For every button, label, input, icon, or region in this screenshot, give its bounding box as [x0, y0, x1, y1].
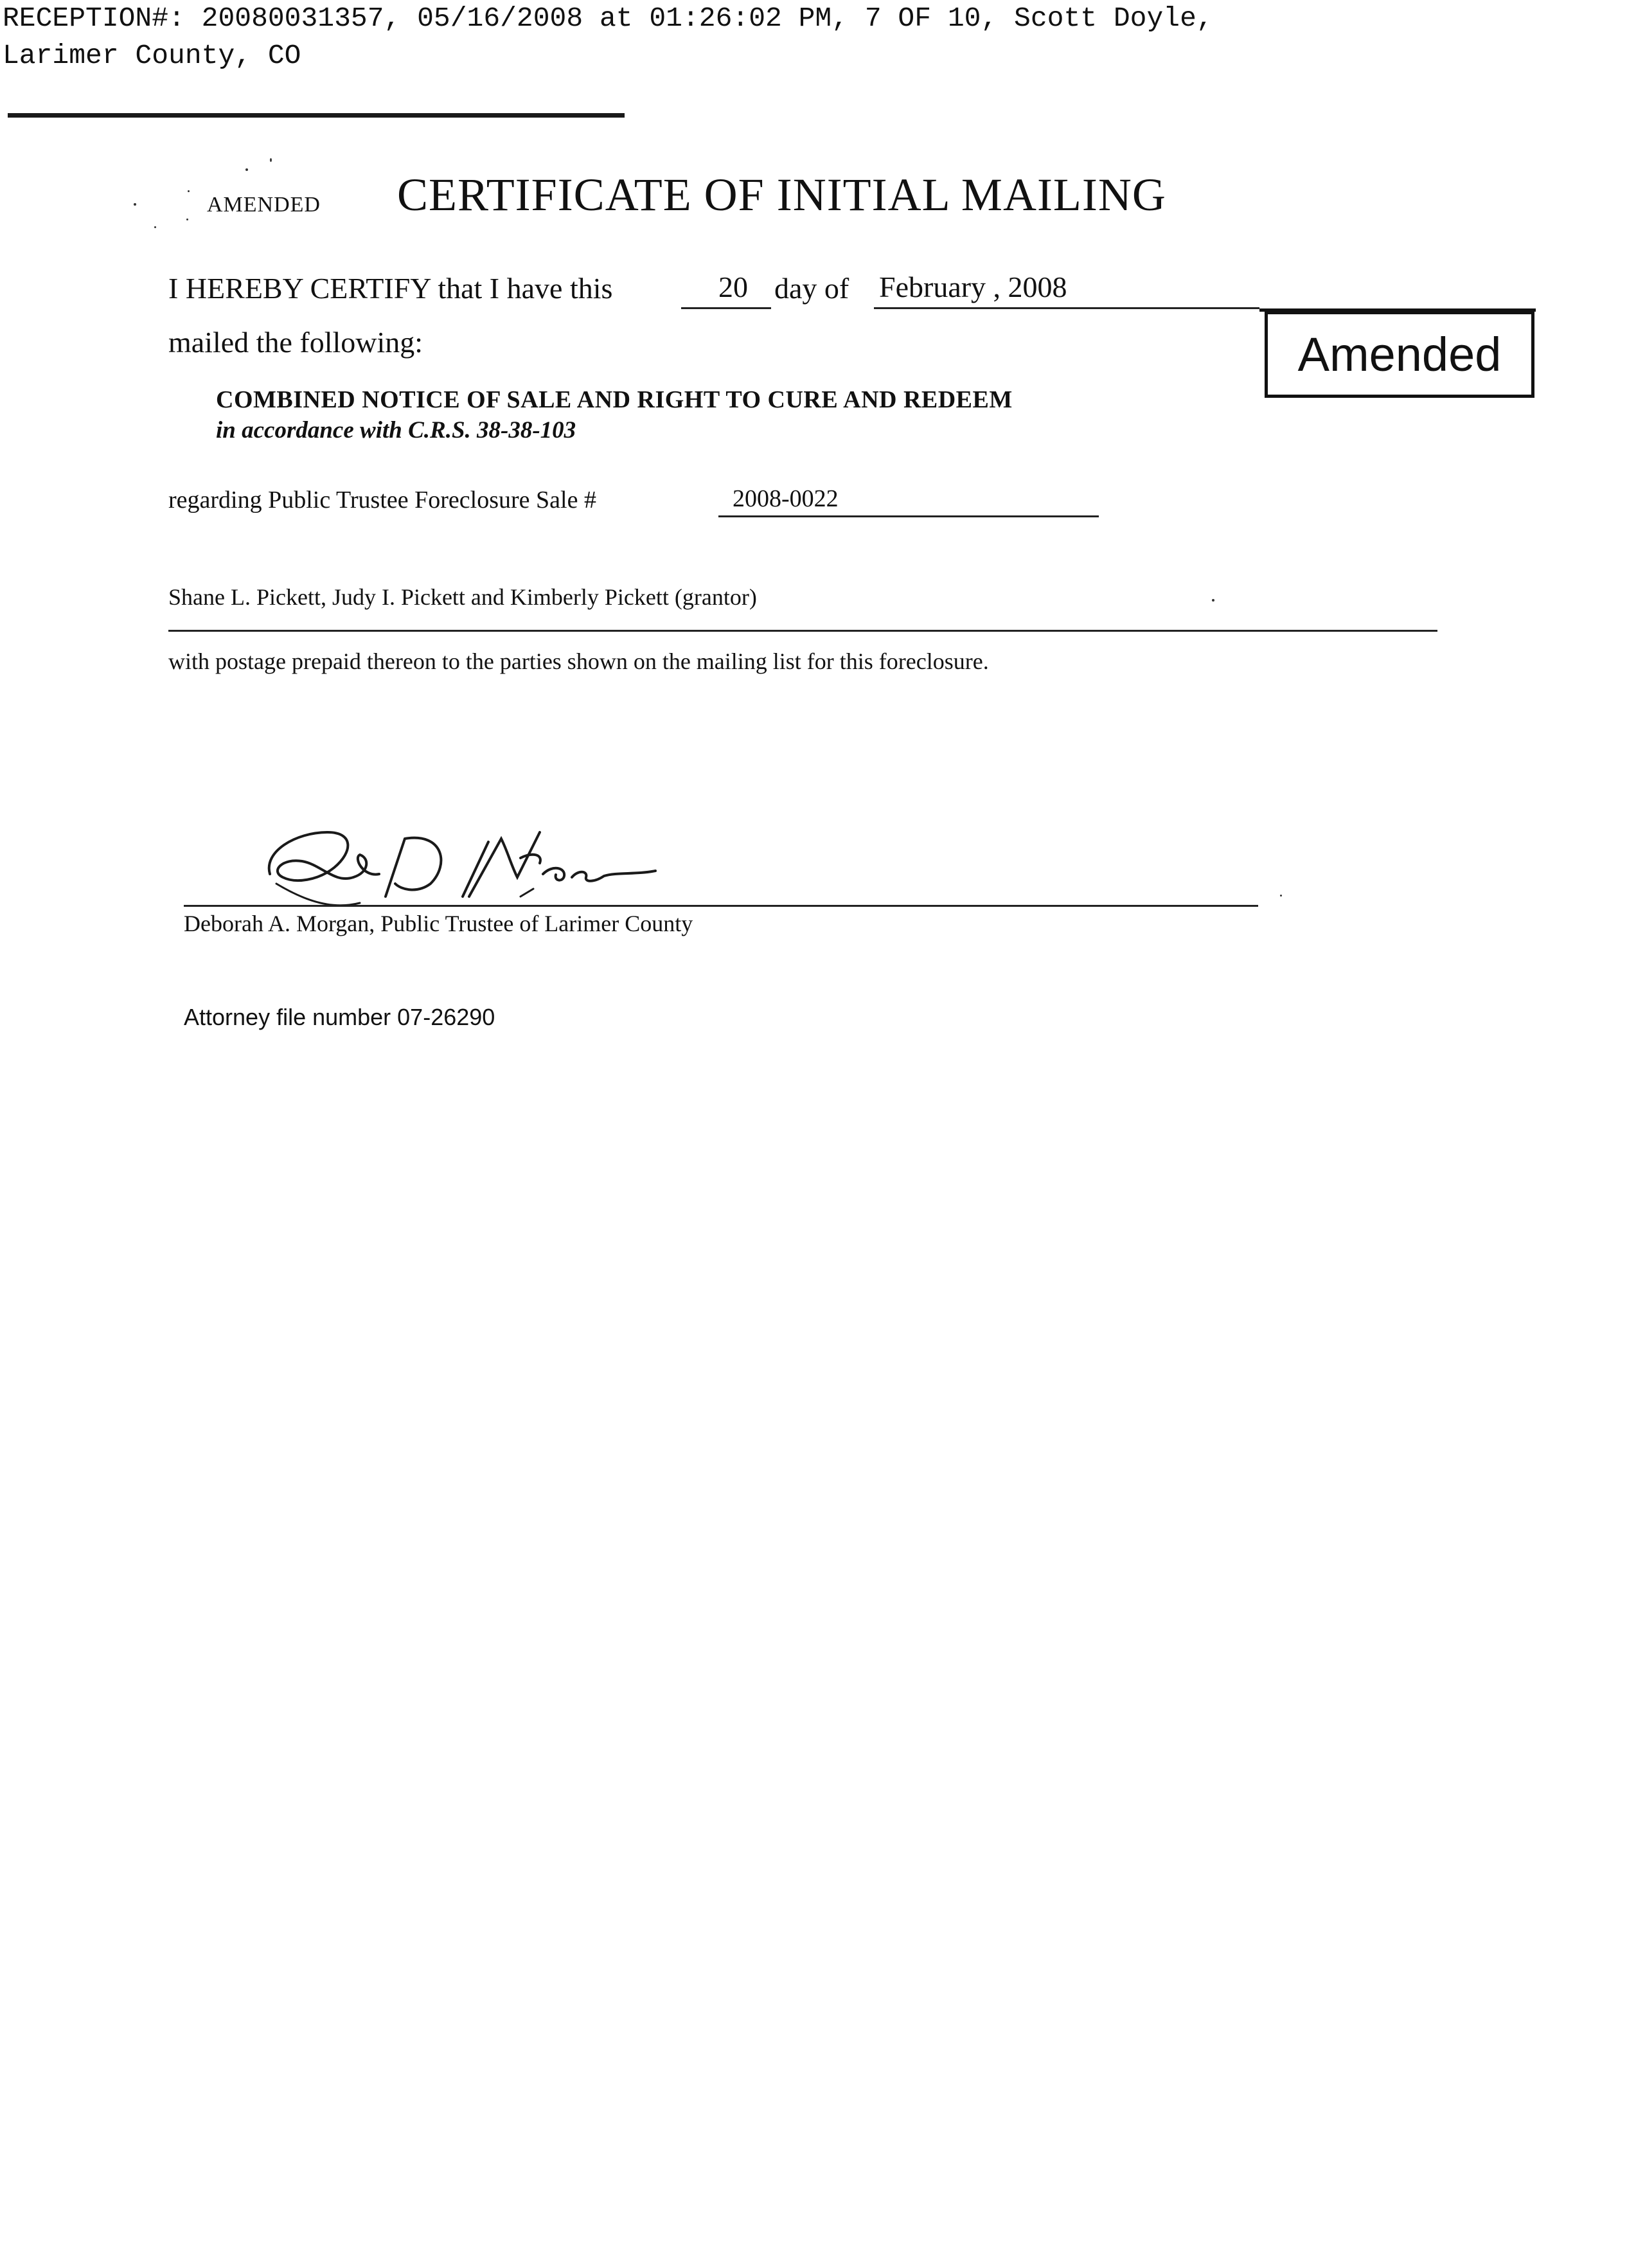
- attorney-file-number: Attorney file number 07-26290: [184, 1004, 495, 1030]
- day-of-text: day of: [774, 272, 849, 305]
- date-underline: [874, 307, 1259, 309]
- header-divider: [8, 113, 625, 118]
- document-title: CERTIFICATE OF INITIAL MAILING: [397, 169, 1166, 220]
- amended-label: AMENDED: [207, 193, 321, 217]
- sale-number-underline: [718, 515, 1099, 517]
- sale-number: 2008-0022: [733, 485, 839, 512]
- mailed-text: mailed the following:: [168, 326, 423, 359]
- amended-stamp: [1265, 311, 1534, 398]
- notice-subtitle: in accordance with C.R.S. 38-38-103: [216, 417, 576, 443]
- amended-stamp-text: Amended: [1297, 328, 1502, 381]
- grantor-text: Shane L. Pickett, Judy I. Pickett and Kimberly Pickett (grantor): [168, 584, 757, 610]
- scan-speck: [134, 203, 136, 206]
- certify-text: I HEREBY CERTIFY that I have this: [168, 272, 613, 305]
- grantor-underline: [168, 630, 1437, 632]
- scan-speck: [1212, 599, 1214, 602]
- scan-speck: [1280, 895, 1282, 897]
- signer-name: Deborah A. Morgan, Public Trustee of Larimer County: [184, 911, 693, 936]
- regarding-text: regarding Public Trustee Foreclosure Sale #: [168, 487, 596, 513]
- scan-speck: [186, 219, 188, 220]
- signature: [257, 813, 668, 916]
- scan-speck: [154, 226, 156, 228]
- date-value: February , 2008: [879, 271, 1067, 303]
- signature-line: [184, 905, 1258, 907]
- reception-header: [3, 0, 1213, 75]
- reception-line-2: Larimer County, CO: [3, 40, 301, 71]
- day-value: 20: [718, 271, 748, 303]
- postage-text: with postage prepaid thereon to the parties shown on the mailing list for this foreclosure.: [168, 648, 989, 674]
- notice-title: COMBINED NOTICE OF SALE AND RIGHT TO CURE AND REDEEM: [216, 386, 1013, 413]
- reception-line-1: RECEPTION#: 20080031357, 05/16/2008 at 01:26:02 PM, 7 OF 10, Scott Doyle,: [3, 3, 1213, 34]
- scan-speck: [188, 190, 190, 192]
- scan-speck: [245, 168, 248, 171]
- scan-speck: [270, 158, 272, 162]
- day-underline: [681, 307, 771, 309]
